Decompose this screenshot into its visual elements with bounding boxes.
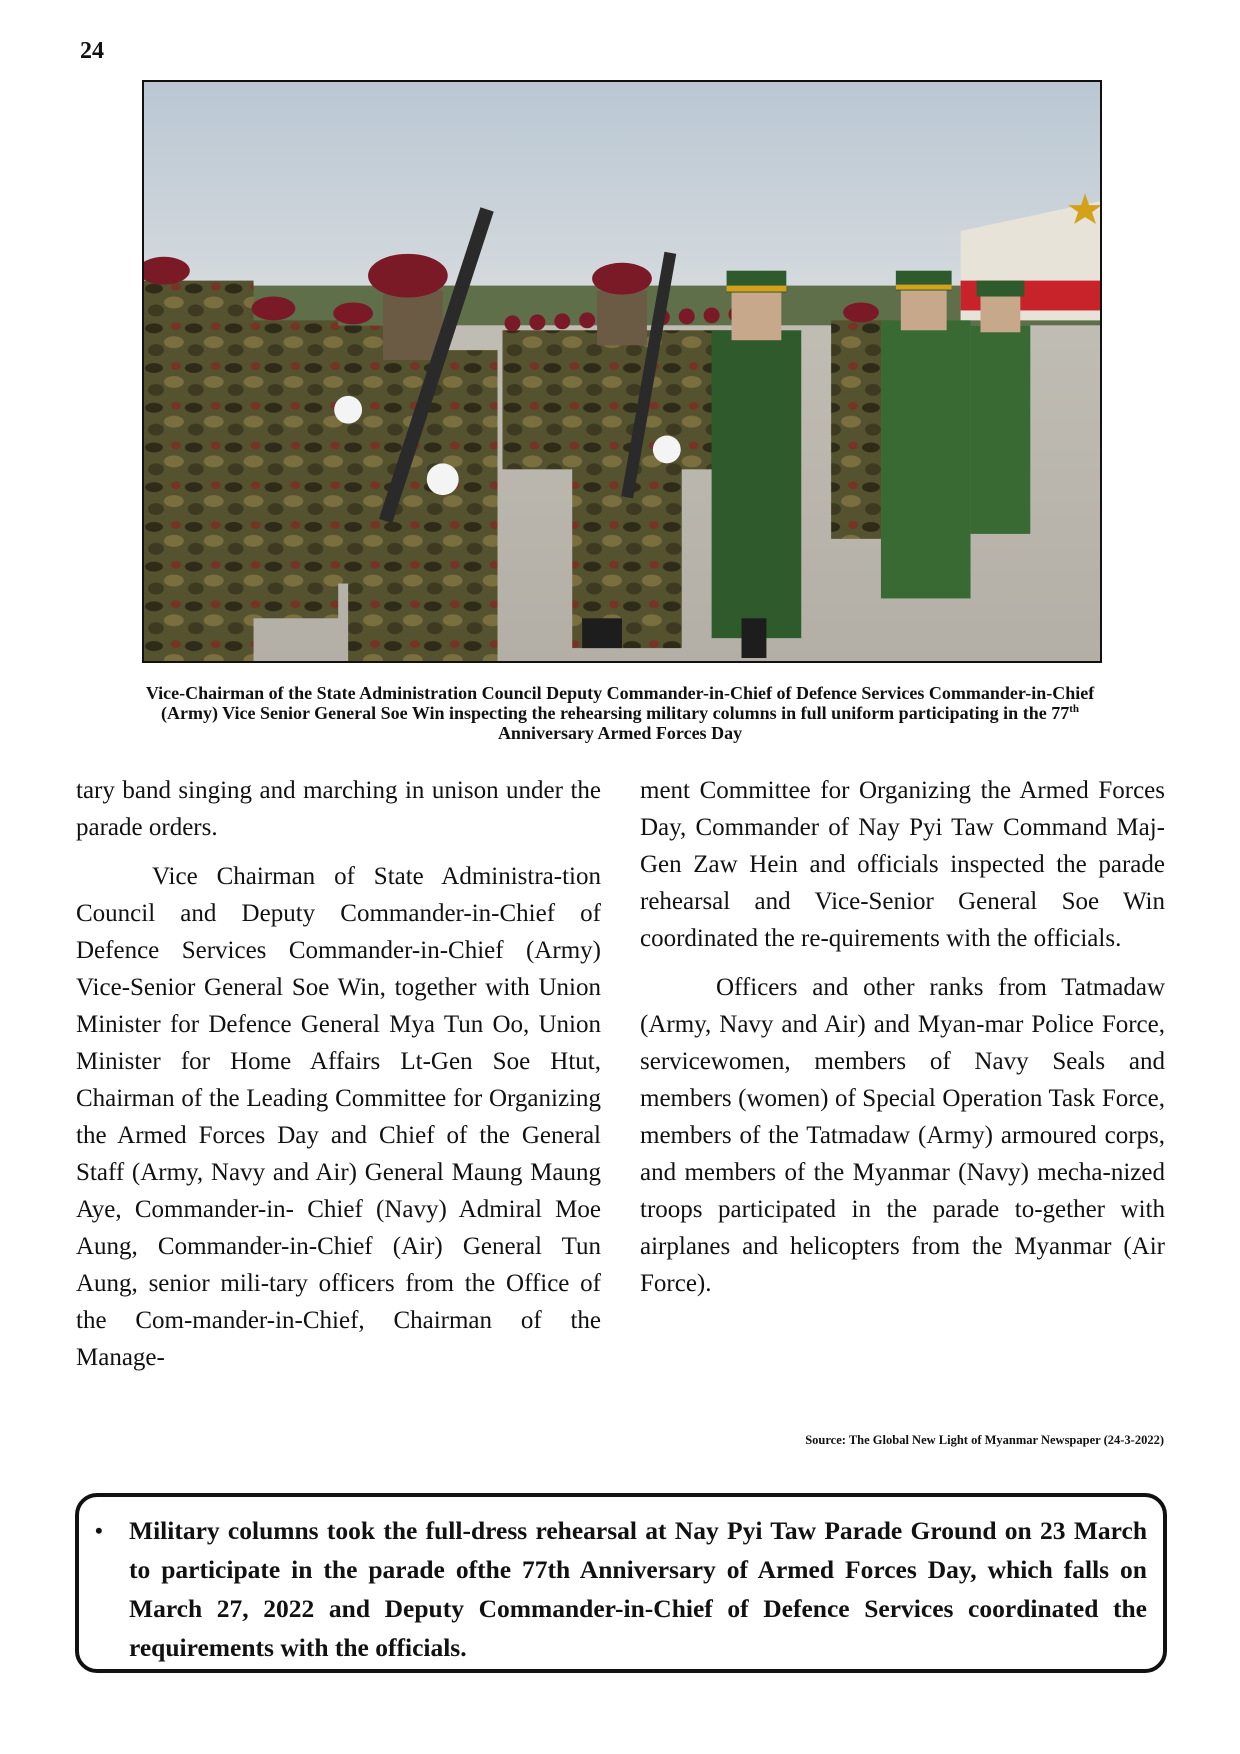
summary-list [95, 1511, 1147, 1667]
caption-text-end: Anniversary Armed Forces Day [497, 723, 743, 743]
caption-superscript: th [1069, 703, 1079, 715]
article-paragraph: tary band singing and marching in unison under the parade orders. [76, 777, 601, 841]
article-paragraph: Vice Chairman of State Administra-tion Council and Deputy Commander-in-Chief of Defence Services Commander-in-Chief (Army) Vice-Senior General Soe Win, together with Union Minister for Defence General Mya Tun Oo, Union Minister for Home Affairs Lt-Gen Soe Htut, Chairman of the Leading Committee for Organizing the Armed Forces Day and Chief of the General Staff (Army, Navy and Air) General Maung Maung Aye, Commander-in- Chief (Navy) Admiral Moe Aung, Commander-in-Chief (Air) General Tun Aung, senior mili-tary officers from the Office of the Com-mander-in-Chief, Chairman of the Manage- [76, 863, 601, 1371]
bullet-icon: • [95, 1518, 103, 1543]
parade-photo [142, 80, 1102, 663]
summary-item [95, 1511, 1147, 1667]
summary-box [75, 1493, 1167, 1673]
source-citation: Source: The Global New Light of Myanmar Newspaper (24-3-2022) [805, 1433, 1164, 1447]
page-number: 24 [80, 38, 104, 64]
parade-photo-icon [144, 82, 1100, 661]
caption-text: Vice-Chairman of the State Administration Council Deputy Commander-in-Chief of Defence Services Commander-in-Chief (Army) Vice Senior General Soe Win inspecting the rehearsing military columns in full uniform participating in the 77 [145, 683, 1095, 723]
photo-caption [120, 683, 1120, 743]
article-paragraph: ment Committee for Organizing the Armed Forces Day, Commander of Nay Pyi Taw Command Maj-Gen Zaw Hein and officials inspected the parade rehearsal and Vice-Senior General Soe Win coordinated the re-quirements with the officials. [640, 777, 1165, 952]
article-paragraph: Officers and other ranks from Tatmadaw (Army, Navy and Air) and Myan-mar Police Force, servicewomen, members of Navy Seals and members (women) of Special Operation Task Force, members of the Tatmadaw (Army) armoured corps, and members of the Myanmar (Navy) mecha-nized troops participated in the parade to-gether with airplanes and helicopters from the Myanmar (Air Force). [640, 974, 1165, 1297]
article-column-left [76, 772, 601, 1388]
article-column-right [640, 772, 1165, 1314]
summary-text: Military columns took the full-dress rehearsal at Nay Pyi Taw Parade Ground on 23 March to participate in the parade ofthe 77th Anniversary of Armed Forces Day, which falls on March 27, 2022 and Deputy Commander-in-Chief of Defence Services coordinated the requirements with the officials. [129, 1516, 1147, 1662]
